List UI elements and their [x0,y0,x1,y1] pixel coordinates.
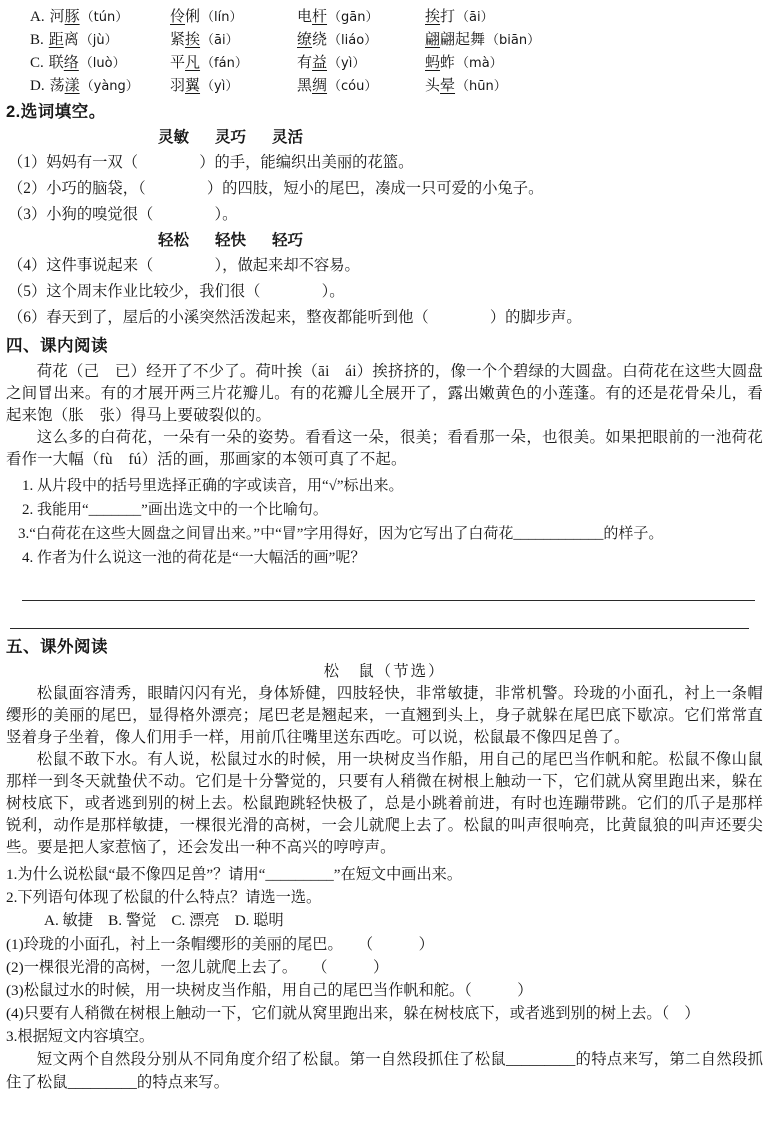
fill-item-3: （3）小狗的嗅觉很（ ）。 [8,206,238,223]
word-post: 俐 [185,9,201,25]
word-pre: 河 [49,9,65,25]
section-inclass-reading [6,334,763,635]
fill-item-4: （4）这件事说起来（ ），做起来却不容易。 [8,257,360,274]
section5-heading: 五、课外阅读 [6,638,108,656]
fill-item-1: （1）妈妈有一双（ ）的手，能编织出美丽的花篮。 [8,154,414,171]
pinyin-row-d [30,75,763,98]
word-text [297,78,327,94]
pinyin-item [425,29,763,52]
word-pinyin: （mà） [456,56,503,71]
pinyin-row-c [30,52,763,75]
sec5-q2-options: A. 敏捷 B. 警觉 C. 漂亮 D. 聪明 [44,912,284,929]
pinyin-item [30,29,170,52]
word-pre: 羽 [170,78,186,94]
word-post: 绕 [312,32,328,48]
pinyin-item [30,52,170,75]
answer-blank-line-1 [22,573,755,601]
sec5-q3-fill-text: 短文两个自然段分别从不同角度介绍了松鼠。第一自然段抓住了松鼠_________的特点来写，第二自然段抓住了松鼠_________的特点来写。 [6,1051,763,1091]
word-post: 离 [63,32,79,48]
pinyin-item [297,52,425,75]
word-pinyin: （tún） [80,10,129,25]
word-underlined-char: 翩 [425,32,441,48]
choice-letter: B. [30,32,44,48]
word-pinyin: （luò） [79,56,126,71]
word-underlined-char: 伶 [170,9,186,25]
pinyin-row-b [30,29,763,52]
section-word-fill [6,100,763,331]
fill-item-6: （6）春天到了，屋后的小溪突然活泼起来，整夜都能听到他（ ）的脚步声。 [8,309,582,326]
word-text [170,32,200,48]
word-underlined-char: 距 [48,32,64,48]
word-underlined-char: 漾 [64,78,80,94]
lotus-paragraph-1: 荷花（己 已）经开了不少了。荷叶挨（āi ái）挨挤挤的，像一个个碧绿的大圆盘。白荷花在这些大圆盘之间冒出来。有的才展开两三片花瓣儿。有的花瓣儿全展开了，露出嫩黄色的小莲蓬。有的还是花骨朵儿，看起来饱（胀 张）得马上要破裂似的。 [6,363,763,424]
pinyin-item [297,6,425,29]
word-post: 翩起舞 [440,32,486,48]
choice-letter: A. [30,9,45,25]
word-text [170,78,200,94]
word-text [425,9,455,25]
section-pinyin-choices [6,6,763,98]
word-pre: 有 [297,55,313,71]
passage-title: 松 鼠（节选） [323,663,446,680]
word-underlined-char: 翼 [185,78,201,94]
word-pre: 联 [48,55,64,71]
word-underlined-char: 挨 [185,32,201,48]
choice-letter: C. [30,55,44,71]
word-pinyin: （liáo） [328,33,378,48]
word-text [49,55,79,71]
word-underlined-char: 络 [63,55,79,71]
word-pinyin: （cóu） [328,79,378,94]
word-pinyin: （hūn） [456,79,507,94]
word-text [425,32,485,48]
sec4-question-1: 1. 从片段中的括号里选择正确的字或读音，用“√”标出来。 [22,478,404,494]
word-pre: 平 [170,55,186,71]
word-pinyin: （gān） [328,10,379,25]
lotus-paragraph-2: 这么多的白荷花，一朵有一朵的姿势。看看这一朵，很美；看看那一朵，也很美。如果把眼前的一池荷花看作一大幅（fù fú）活的画，那画家的本领可真了不起。 [6,429,763,468]
word-underlined-char: 晕 [440,78,456,94]
pinyin-item [170,52,297,75]
word-pinyin: （biān） [486,33,541,48]
fill-item-2: （2）小巧的脑袋，（ ）的四肢，短小的尾巴，凑成一只可爱的小兔子。 [8,180,544,197]
sec5-q2-item-1: (1)玲珑的小面孔，衬上一条帽缨形的美丽的尾巴。 （ ） [6,936,434,953]
sec5-question-1: 1.为什么说松鼠“最不像四足兽”？请用“_________”在短文中画出来。 [6,866,463,883]
pinyin-item [297,75,425,98]
word-underlined-char: 绸 [312,78,328,94]
word-text [50,78,80,94]
section4-heading: 四、课内阅读 [6,337,108,355]
word-underlined-char: 益 [312,55,328,71]
pinyin-item [425,75,763,98]
answer-blank-line-2 [10,601,749,629]
word-pre: 黑 [297,78,313,94]
word-pinyin: （jù） [79,33,118,48]
word-text [425,55,455,71]
bank-word: 轻快 [215,232,247,249]
word-text [49,32,79,48]
word-bank-1 [6,125,763,150]
word-pinyin: （yì） [201,79,239,94]
word-pre: 荡 [49,78,65,94]
pinyin-item [297,29,425,52]
squirrel-paragraph-2: 松鼠不敢下水。有人说，松鼠过水的时候，用一块树皮当作船，用自己的尾巴当作帆和舵。松鼠不像山鼠那样一到冬天就蛰伏不动。它们是十分警觉的，只要有人稍微在树根上触动一下，它们就从窝里跑出来，躲在树枝底下，或者逃到别的树上去。松鼠跑跳轻快极了，总是小跳着前进，有时也连蹦带跳。它们的爪子是那样锐利，动作是那样敏捷，一棵很光滑的高树，一会儿就爬上去了。松鼠的叫声很响亮，比黄鼠狼的叫声还要尖些。要是把人家惹恼了，还会发出一种不高兴的哼哼声。 [6,751,763,856]
word-pre: 电 [297,9,313,25]
fill-item-5: （5）这个周末作业比较少，我们很（ ）。 [8,283,345,300]
pinyin-item [170,75,297,98]
word-text [170,55,200,71]
squirrel-paragraph-1: 松鼠面容清秀，眼睛闪闪有光，身体矫健，四肢轻快，非常敏捷，非常机警。玲珑的小面孔，衬上一条帽缨形的美丽的尾巴，显得格外漂亮；尾巴老是翘起来，一直翘到头上，身子就躲在尾巴底下歇凉。它们常常直竖着身子坐着，像人们用手一样，用前爪往嘴里送东西吃。可以说，松鼠最不像四足兽了。 [6,685,763,746]
word-underlined-char: 蚂 [425,55,441,71]
bank-word: 轻巧 [272,232,304,249]
pinyin-item [425,52,763,75]
sec5-q2-item-4: (4)只要有人稍微在树根上触动一下，它们就从窝里跑出来，躲在树枝底下，或者逃到别的树上去。（ ） [6,1005,700,1022]
word-post: 蚱 [440,55,456,71]
pinyin-item [30,75,170,98]
choice-letter: D. [30,78,45,94]
bank-word: 灵巧 [215,129,247,146]
word-text [297,55,327,71]
pinyin-item [170,6,297,29]
section2-heading: 2.选词填空。 [6,103,106,121]
word-pinyin: （lín） [201,10,243,25]
bank-word: 灵敏 [158,129,190,146]
sec5-question-2: 2.下列语句体现了松鼠的什么特点？请选一选。 [6,889,322,906]
pinyin-item [170,29,297,52]
word-underlined-char: 豚 [64,9,80,25]
word-underlined-char: 杆 [312,9,328,25]
word-text [50,9,80,25]
word-pre: 紧 [170,32,186,48]
pinyin-row-a [30,6,763,29]
sec5-q2-item-3: (3)松鼠过水的时候，用一块树皮当作船，用自己的尾巴当作帆和舵。（ ） [6,982,533,999]
word-text [297,32,327,48]
sec5-q2-item-2: (2)一棵很光滑的高树，一忽儿就爬上去了。 （ ） [6,959,389,976]
sec4-question-2: 2. 我能用“_______”画出选文中的一个比喻句。 [22,502,328,518]
word-pinyin: （fán） [201,56,248,71]
word-text [170,9,200,25]
word-pinyin: （yàng） [80,79,139,94]
word-pinyin: （yì） [328,56,366,71]
word-pinyin: （āi） [201,33,239,48]
word-text [297,9,327,25]
pinyin-item [30,6,170,29]
bank-word: 轻松 [158,232,190,249]
word-bank-2 [6,228,763,253]
section-extracurricular-reading [6,635,763,1094]
word-pre: 头 [425,78,441,94]
word-text [425,78,455,94]
sec4-question-4: 4. 作者为什么说这一池的荷花是“一大幅活的画”呢？ [22,550,366,566]
sec5-question-3: 3.根据短文内容填空。 [6,1028,155,1045]
bank-word: 灵活 [272,129,304,146]
sec4-question-3: 3.“白荷花在这些大圆盘之间冒出来。”中“冒”字用得好，因为它写出了白荷花____________的样子。 [18,526,664,542]
word-pinyin: （āi） [456,10,494,25]
word-post: 打 [440,9,456,25]
word-underlined-char: 凡 [185,55,201,71]
word-underlined-char: 缭 [297,32,313,48]
pinyin-item [425,6,763,29]
word-underlined-char: 挨 [425,9,441,25]
